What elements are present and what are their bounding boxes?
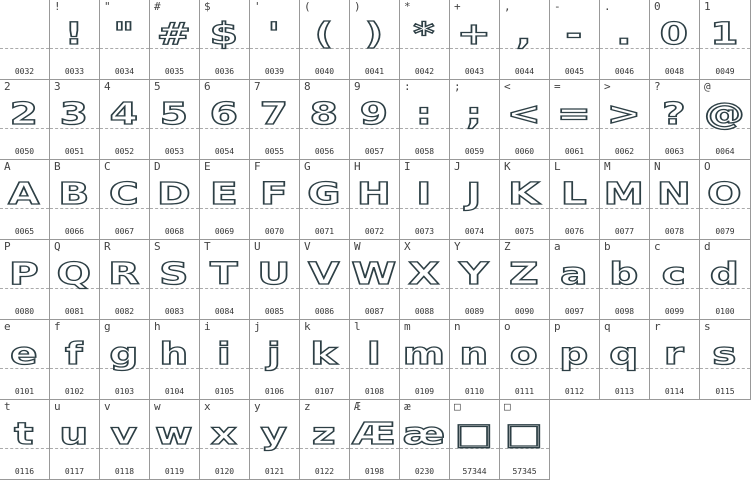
glyph-preview: B: [58, 177, 91, 212]
glyph-code: 0035: [164, 67, 185, 76]
glyph-code: 0079: [715, 227, 735, 236]
glyph-code: 0071: [314, 227, 335, 236]
glyph-char-label: ?: [654, 80, 661, 93]
glyph-char-label: =: [554, 80, 561, 93]
glyph-char-label: c: [654, 240, 661, 253]
glyph-code: 0053: [164, 147, 185, 156]
glyph-preview: O: [707, 177, 743, 212]
glyph-char-label: ;: [454, 80, 461, 93]
glyph-code: 0060: [514, 147, 535, 156]
glyph-preview: u: [59, 417, 90, 452]
glyph-char-label: $: [204, 0, 211, 13]
glyph-char-label: h: [154, 320, 161, 333]
glyph-preview: >: [606, 97, 643, 132]
glyph-preview: y: [260, 417, 289, 452]
glyph-char-label: ): [354, 0, 361, 13]
glyph-code: 57345: [512, 467, 537, 476]
glyph-code: 0119: [164, 467, 185, 476]
glyph-preview: m: [402, 337, 447, 372]
glyph-preview: *: [413, 17, 436, 52]
glyph-preview: G: [307, 177, 342, 212]
glyph-code: 0084: [214, 307, 235, 316]
glyph-code: 0088: [414, 307, 435, 316]
glyph-code: 57344: [462, 467, 487, 476]
glyph-char-label: (: [304, 0, 311, 13]
glyph-char-label: !: [54, 0, 61, 13]
glyph-code: 0045: [564, 67, 585, 76]
glyph-char-label: v: [104, 400, 111, 413]
glyph-preview: S: [159, 257, 190, 292]
glyph-code: 0090: [514, 307, 535, 316]
glyph-preview: E: [209, 177, 240, 212]
glyph-char-label: 0: [654, 0, 661, 13]
glyph-preview: k: [310, 337, 339, 372]
glyph-code: 0107: [314, 387, 335, 396]
glyph-char-label: Y: [454, 240, 461, 253]
glyph-char-label: G: [304, 160, 311, 173]
glyph-code: 0080: [14, 307, 35, 316]
glyph-code: 0070: [264, 227, 285, 236]
glyph-char-label: z: [304, 400, 311, 413]
glyph-code: 0118: [114, 467, 135, 476]
glyph-code: 0103: [114, 387, 135, 396]
glyph-code: 0198: [364, 467, 385, 476]
glyph-cell[interactable]: [700, 0, 751, 80]
glyph-char-label: -: [554, 0, 561, 13]
glyph-char-label: t: [4, 400, 11, 413]
glyph-char-label: K: [504, 160, 511, 173]
glyph-char-label: >: [604, 80, 611, 93]
glyph-preview: j: [266, 337, 283, 372]
glyph-cell[interactable]: [700, 240, 751, 320]
glyph-preview: ): [364, 17, 385, 52]
glyph-code: 0034: [114, 67, 135, 76]
glyph-code: 0049: [715, 67, 735, 76]
glyph-char-label: +: [454, 0, 461, 13]
glyph-code: 0087: [364, 307, 385, 316]
glyph-char-label: Æ: [354, 400, 361, 413]
glyph-code: 0117: [64, 467, 85, 476]
glyph-char-label: o: [504, 320, 511, 333]
glyph-code: 0032: [14, 67, 35, 76]
glyph-code: 0113: [614, 387, 635, 396]
glyph-char-label: g: [104, 320, 111, 333]
glyph-preview: r: [663, 337, 686, 372]
glyph-code: 0121: [264, 467, 285, 476]
glyph-code: 0051: [64, 147, 85, 156]
glyph-preview: g: [109, 337, 140, 372]
glyph-char-label: □: [504, 400, 511, 413]
glyph-char-label: D: [154, 160, 161, 173]
glyph-code: 0046: [614, 67, 635, 76]
glyph-preview: P: [8, 257, 41, 292]
glyph-code: 0089: [464, 307, 485, 316]
glyph-preview: l: [366, 337, 383, 372]
glyph-code: 0044: [514, 67, 535, 76]
glyph-preview: Y: [459, 257, 490, 292]
glyph-preview: =: [556, 97, 593, 132]
glyph-preview: 3: [59, 97, 90, 132]
glyph-preview: !: [64, 17, 85, 52]
glyph-code: 0115: [715, 387, 735, 396]
glyph-char-label: 8: [304, 80, 311, 93]
glyph-code: 0056: [314, 147, 335, 156]
glyph-code: 0073: [414, 227, 435, 236]
glyph-char-label: L: [554, 160, 561, 173]
glyph-code: 0042: [414, 67, 435, 76]
glyph-code: 0050: [14, 147, 35, 156]
glyph-char-label: b: [604, 240, 611, 253]
glyph-char-label: r: [654, 320, 661, 333]
glyph-char-label: ': [254, 0, 261, 13]
glyph-char-label: 5: [154, 80, 161, 93]
glyph-code: 0067: [114, 227, 135, 236]
glyph-preview: 7: [259, 97, 290, 132]
glyph-code: 0040: [314, 67, 335, 76]
glyph-char-label: T: [204, 240, 211, 253]
glyph-code: 0122: [314, 467, 335, 476]
glyph-preview: ': [267, 17, 282, 52]
glyph-code: 0100: [715, 307, 735, 316]
glyph-preview: 5: [159, 97, 190, 132]
glyph-code: 0064: [715, 147, 735, 156]
glyph-preview: q: [609, 337, 640, 372]
glyph-preview: Z: [509, 257, 540, 292]
glyph-code: 0230: [414, 467, 435, 476]
glyph-preview: -: [565, 17, 584, 52]
glyph-code: 0074: [464, 227, 485, 236]
glyph-preview: 6: [209, 97, 240, 132]
glyph-preview: D: [157, 177, 192, 212]
glyph-code: 0043: [464, 67, 485, 76]
glyph-code: 0055: [264, 147, 285, 156]
glyph-preview: <: [506, 97, 543, 132]
glyph-char-label: a: [554, 240, 561, 253]
glyph-cell[interactable]: [700, 80, 751, 160]
glyph-preview: U: [257, 257, 292, 292]
glyph-code: 0081: [64, 307, 85, 316]
glyph-char-label: y: [254, 400, 261, 413]
glyph-char-label: 1: [704, 0, 711, 13]
glyph-code: 0039: [264, 67, 285, 76]
glyph-preview: Q: [56, 257, 93, 292]
glyph-char-label: :: [404, 80, 411, 93]
glyph-code: 0097: [564, 307, 585, 316]
glyph-char-label: A: [4, 160, 11, 173]
glyph-char-label: M: [604, 160, 611, 173]
glyph-code: 0066: [64, 227, 85, 236]
glyph-preview: 4: [109, 97, 140, 132]
glyph-char-label: m: [404, 320, 411, 333]
glyph-preview: H: [356, 177, 393, 212]
glyph-preview: @: [704, 97, 746, 132]
glyph-char-label: ,: [504, 0, 511, 13]
glyph-preview: T: [210, 257, 239, 292]
glyph-char-label: U: [254, 240, 261, 253]
glyph-char-label: □: [454, 400, 461, 413]
glyph-preview: a: [560, 257, 589, 292]
glyph-code: 0116: [14, 467, 35, 476]
glyph-preview: 8: [309, 97, 340, 132]
glyph-preview: W: [351, 257, 398, 292]
glyph-char-label: Q: [54, 240, 61, 253]
glyph-char-label: j: [254, 320, 261, 333]
glyph-char-label: Z: [504, 240, 511, 253]
glyph-code: 0104: [164, 387, 185, 396]
glyph-code: 0098: [614, 307, 635, 316]
glyph-char-label: X: [404, 240, 411, 253]
glyph-char-label: x: [204, 400, 211, 413]
glyph-code: 0059: [464, 147, 485, 156]
glyph-code: 0052: [114, 147, 135, 156]
glyph-char-label: C: [104, 160, 111, 173]
glyph-code: 0110: [464, 387, 485, 396]
glyph-preview: ,: [516, 17, 533, 52]
glyph-char-label: i: [204, 320, 211, 333]
glyph-char-label: 9: [354, 80, 361, 93]
glyph-char-label: O: [704, 160, 711, 173]
glyph-char-label: 7: [254, 80, 261, 93]
glyph-code: 0036: [214, 67, 235, 76]
glyph-code: 0083: [164, 307, 185, 316]
glyph-char-label: k: [304, 320, 311, 333]
glyph-preview: 9: [359, 97, 390, 132]
glyph-preview: o: [509, 337, 540, 372]
glyph-char-label: 3: [54, 80, 61, 93]
glyph-code: 0099: [664, 307, 685, 316]
glyph-code: 0033: [64, 67, 85, 76]
glyph-code: 0061: [564, 147, 585, 156]
glyph-code: 0108: [364, 387, 385, 396]
glyph-char-label: 4: [104, 80, 111, 93]
glyph-char-label: P: [4, 240, 11, 253]
glyph-char-label: J: [454, 160, 461, 173]
glyph-code: 0062: [614, 147, 635, 156]
glyph-preview: i: [216, 337, 233, 372]
glyph-char-label: B: [54, 160, 61, 173]
glyph-char-label: p: [554, 320, 561, 333]
glyph-preview: z: [312, 417, 337, 452]
glyph-preview: □: [454, 417, 495, 452]
glyph-code: 0063: [664, 147, 685, 156]
glyph-preview: (: [314, 17, 335, 52]
glyph-preview: æ: [402, 417, 447, 452]
glyph-char-label: <: [504, 80, 511, 93]
glyph-cell[interactable]: [700, 320, 751, 400]
glyph-preview: □: [504, 417, 545, 452]
glyph-code: 0058: [414, 147, 435, 156]
glyph-char-label: #: [154, 0, 161, 13]
glyph-code: 0101: [14, 387, 35, 396]
glyph-preview: V: [308, 257, 341, 292]
glyph-code: 0106: [264, 387, 285, 396]
glyph-preview: M: [603, 177, 646, 212]
glyph-code: 0065: [14, 227, 35, 236]
glyph-preview: ;: [465, 97, 484, 132]
glyph-preview: #: [156, 17, 193, 52]
glyph-preview: c: [661, 257, 688, 292]
glyph-char-label: e: [4, 320, 11, 333]
glyph-cell[interactable]: [500, 400, 550, 480]
glyph-char-label: H: [354, 160, 361, 173]
glyph-preview: C: [108, 177, 141, 212]
glyph-code: 0105: [214, 387, 235, 396]
glyph-char-label: I: [404, 160, 411, 173]
glyph-preview: R: [108, 257, 141, 292]
glyph-code: 0069: [214, 227, 235, 236]
glyph-preview: N: [656, 177, 693, 212]
glyph-char-label: S: [154, 240, 161, 253]
glyph-code: 0112: [564, 387, 585, 396]
glyph-char-label: q: [604, 320, 611, 333]
glyph-preview: x: [210, 417, 239, 452]
glyph-code: 0057: [364, 147, 385, 156]
glyph-code: 0082: [114, 307, 135, 316]
glyph-preview: 1: [710, 17, 740, 52]
glyph-preview: 2: [9, 97, 40, 132]
glyph-char-label: N: [654, 160, 661, 173]
glyph-code: 0120: [214, 467, 235, 476]
glyph-code: 0102: [64, 387, 85, 396]
glyph-preview: h: [159, 337, 190, 372]
glyph-char-label: E: [204, 160, 211, 173]
glyph-char-label: l: [354, 320, 361, 333]
glyph-char-label: @: [704, 80, 711, 93]
glyph-code: 0077: [614, 227, 635, 236]
glyph-preview: ": [113, 17, 136, 52]
glyph-preview: I: [416, 177, 433, 212]
glyph-preview: ?: [662, 97, 687, 132]
glyph-preview: L: [560, 177, 589, 212]
glyph-preview: F: [259, 177, 290, 212]
glyph-char-label: f: [54, 320, 61, 333]
glyph-preview: .: [616, 17, 633, 52]
glyph-code: 0114: [664, 387, 685, 396]
glyph-preview: d: [709, 257, 741, 292]
glyph-char-label: *: [404, 0, 411, 13]
glyph-char-label: d: [704, 240, 711, 253]
glyph-code: 0076: [564, 227, 585, 236]
glyph-char-label: u: [54, 400, 61, 413]
glyph-preview: J: [466, 177, 483, 212]
glyph-preview: Æ: [351, 417, 398, 452]
glyph-char-label: ": [104, 0, 111, 13]
glyph-code: 0086: [314, 307, 335, 316]
glyph-preview: v: [110, 417, 139, 452]
glyph-char-label: w: [154, 400, 161, 413]
glyph-preview: K: [508, 177, 541, 212]
glyph-code: 0054: [214, 147, 235, 156]
glyph-preview: b: [609, 257, 640, 292]
glyph-code: 0048: [664, 67, 685, 76]
glyph-char-label: F: [254, 160, 261, 173]
glyph-code: 0072: [364, 227, 385, 236]
glyph-char-label: s: [704, 320, 711, 333]
glyph-code: 0078: [664, 227, 685, 236]
glyph-preview: n: [459, 337, 490, 372]
glyph-preview: w: [155, 417, 194, 452]
glyph-code: 0075: [514, 227, 535, 236]
glyph-char-label: 6: [204, 80, 211, 93]
glyph-preview: X: [408, 257, 441, 292]
glyph-code: 0085: [264, 307, 285, 316]
glyph-preview: 0: [659, 17, 690, 52]
glyph-preview: A: [8, 177, 41, 212]
glyph-preview: e: [10, 337, 39, 372]
glyph-code: 0109: [414, 387, 435, 396]
glyph-char-label: n: [454, 320, 461, 333]
glyph-code: 0111: [514, 387, 535, 396]
glyph-preview: f: [65, 337, 84, 372]
glyph-preview: p: [559, 337, 590, 372]
glyph-char-label: .: [604, 0, 611, 13]
glyph-preview: :: [415, 97, 434, 132]
glyph-cell[interactable]: [700, 160, 751, 240]
glyph-char-label: W: [354, 240, 361, 253]
glyph-char-label: V: [304, 240, 311, 253]
glyph-code: 0041: [364, 67, 385, 76]
glyph-char-label: R: [104, 240, 111, 253]
glyph-code: 0068: [164, 227, 185, 236]
glyph-preview: s: [712, 337, 738, 372]
glyph-char-label: 2: [4, 80, 11, 93]
glyph-preview: +: [456, 17, 493, 52]
glyph-preview: $: [209, 17, 240, 52]
glyph-char-label: æ: [404, 400, 411, 413]
glyph-preview: t: [14, 417, 35, 452]
